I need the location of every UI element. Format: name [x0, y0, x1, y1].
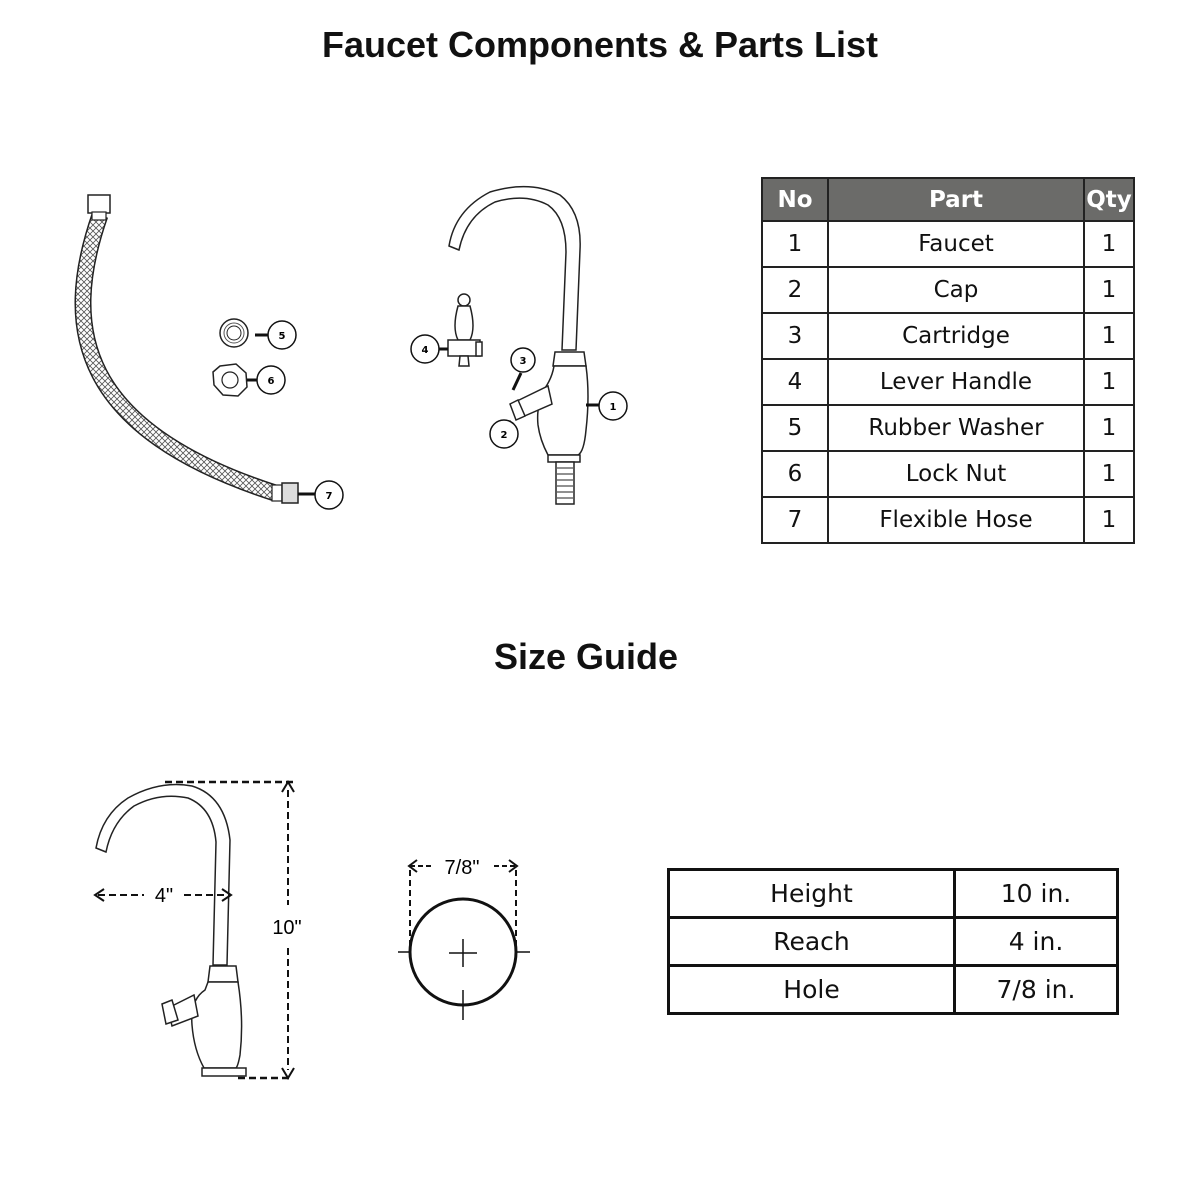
table-row: [762, 451, 1134, 497]
table-row: [762, 497, 1134, 543]
cell-part: Lever Handle: [828, 359, 1084, 405]
table-row: [762, 221, 1134, 267]
table-row: [669, 870, 1118, 918]
callout-1: [586, 392, 627, 420]
cell-qty: 1: [1084, 405, 1134, 451]
reach-dimension-label: 4": [154, 885, 174, 907]
cell-no: 1: [762, 221, 828, 267]
cell-qty: 1: [1084, 497, 1134, 543]
cell-part: Lock Nut: [828, 451, 1084, 497]
table-row: [762, 405, 1134, 451]
cell-part: Flexible Hose: [828, 497, 1084, 543]
cell-qty: 1: [1084, 313, 1134, 359]
callout-label-1: 1: [609, 402, 617, 413]
table-row: [669, 966, 1118, 1014]
callout-label-7: 7: [325, 491, 333, 502]
flexible-hose-drawing: [83, 195, 298, 503]
size-guide-title: Size Guide: [493, 636, 679, 677]
cell-part: Faucet: [828, 221, 1084, 267]
size-value: 7/8 in.: [955, 966, 1118, 1014]
callout-label-3: 3: [519, 356, 527, 367]
callout-7: [298, 481, 343, 509]
cell-qty: 1: [1084, 267, 1134, 313]
callout-3: [511, 348, 535, 390]
size-value: 4 in.: [955, 918, 1118, 966]
hole-diagram: [398, 857, 530, 1020]
cell-part: Cap: [828, 267, 1084, 313]
cell-part: Rubber Washer: [828, 405, 1084, 451]
hole-dimension-label: 7/8": [444, 857, 480, 879]
size-label: Reach: [669, 918, 955, 966]
callout-label-5: 5: [278, 331, 286, 342]
cell-no: 6: [762, 451, 828, 497]
size-label: Height: [669, 870, 955, 918]
callout-label-4: 4: [421, 345, 429, 356]
cell-no: 7: [762, 497, 828, 543]
callout-6: [247, 366, 285, 394]
lock-nut-drawing: [213, 364, 247, 396]
size-value: 10 in.: [955, 870, 1118, 918]
table-row: [762, 359, 1134, 405]
callout-5: [255, 321, 296, 349]
size-label: Hole: [669, 966, 955, 1014]
table-row: [762, 267, 1134, 313]
header-part: Part: [828, 178, 1084, 221]
cell-no: 5: [762, 405, 828, 451]
callout-label-2: 2: [500, 430, 508, 441]
cell-no: 2: [762, 267, 828, 313]
cell-no: 4: [762, 359, 828, 405]
header-no: No: [762, 178, 828, 221]
parts-list-table: [761, 177, 1135, 544]
cell-qty: 1: [1084, 359, 1134, 405]
reach-dimension: [95, 885, 231, 907]
table-row: [762, 313, 1134, 359]
lever-handle-drawing: [448, 294, 482, 366]
size-faucet-drawing: [96, 785, 246, 1077]
callout-label-6: 6: [267, 376, 275, 387]
callout-2: [490, 420, 518, 448]
table-row: [669, 918, 1118, 966]
cell-qty: 1: [1084, 451, 1134, 497]
header-qty: Qty: [1084, 178, 1134, 221]
cell-qty: 1: [1084, 221, 1134, 267]
rubber-washer-drawing: [220, 319, 248, 347]
parts-table-header: [762, 178, 1134, 221]
height-dimension-label: 10": [272, 917, 302, 939]
size-table: [667, 868, 1119, 1015]
cell-no: 3: [762, 313, 828, 359]
callout-4: [411, 335, 448, 363]
cell-part: Cartridge: [828, 313, 1084, 359]
page-title: Faucet Components & Parts List: [321, 24, 879, 65]
